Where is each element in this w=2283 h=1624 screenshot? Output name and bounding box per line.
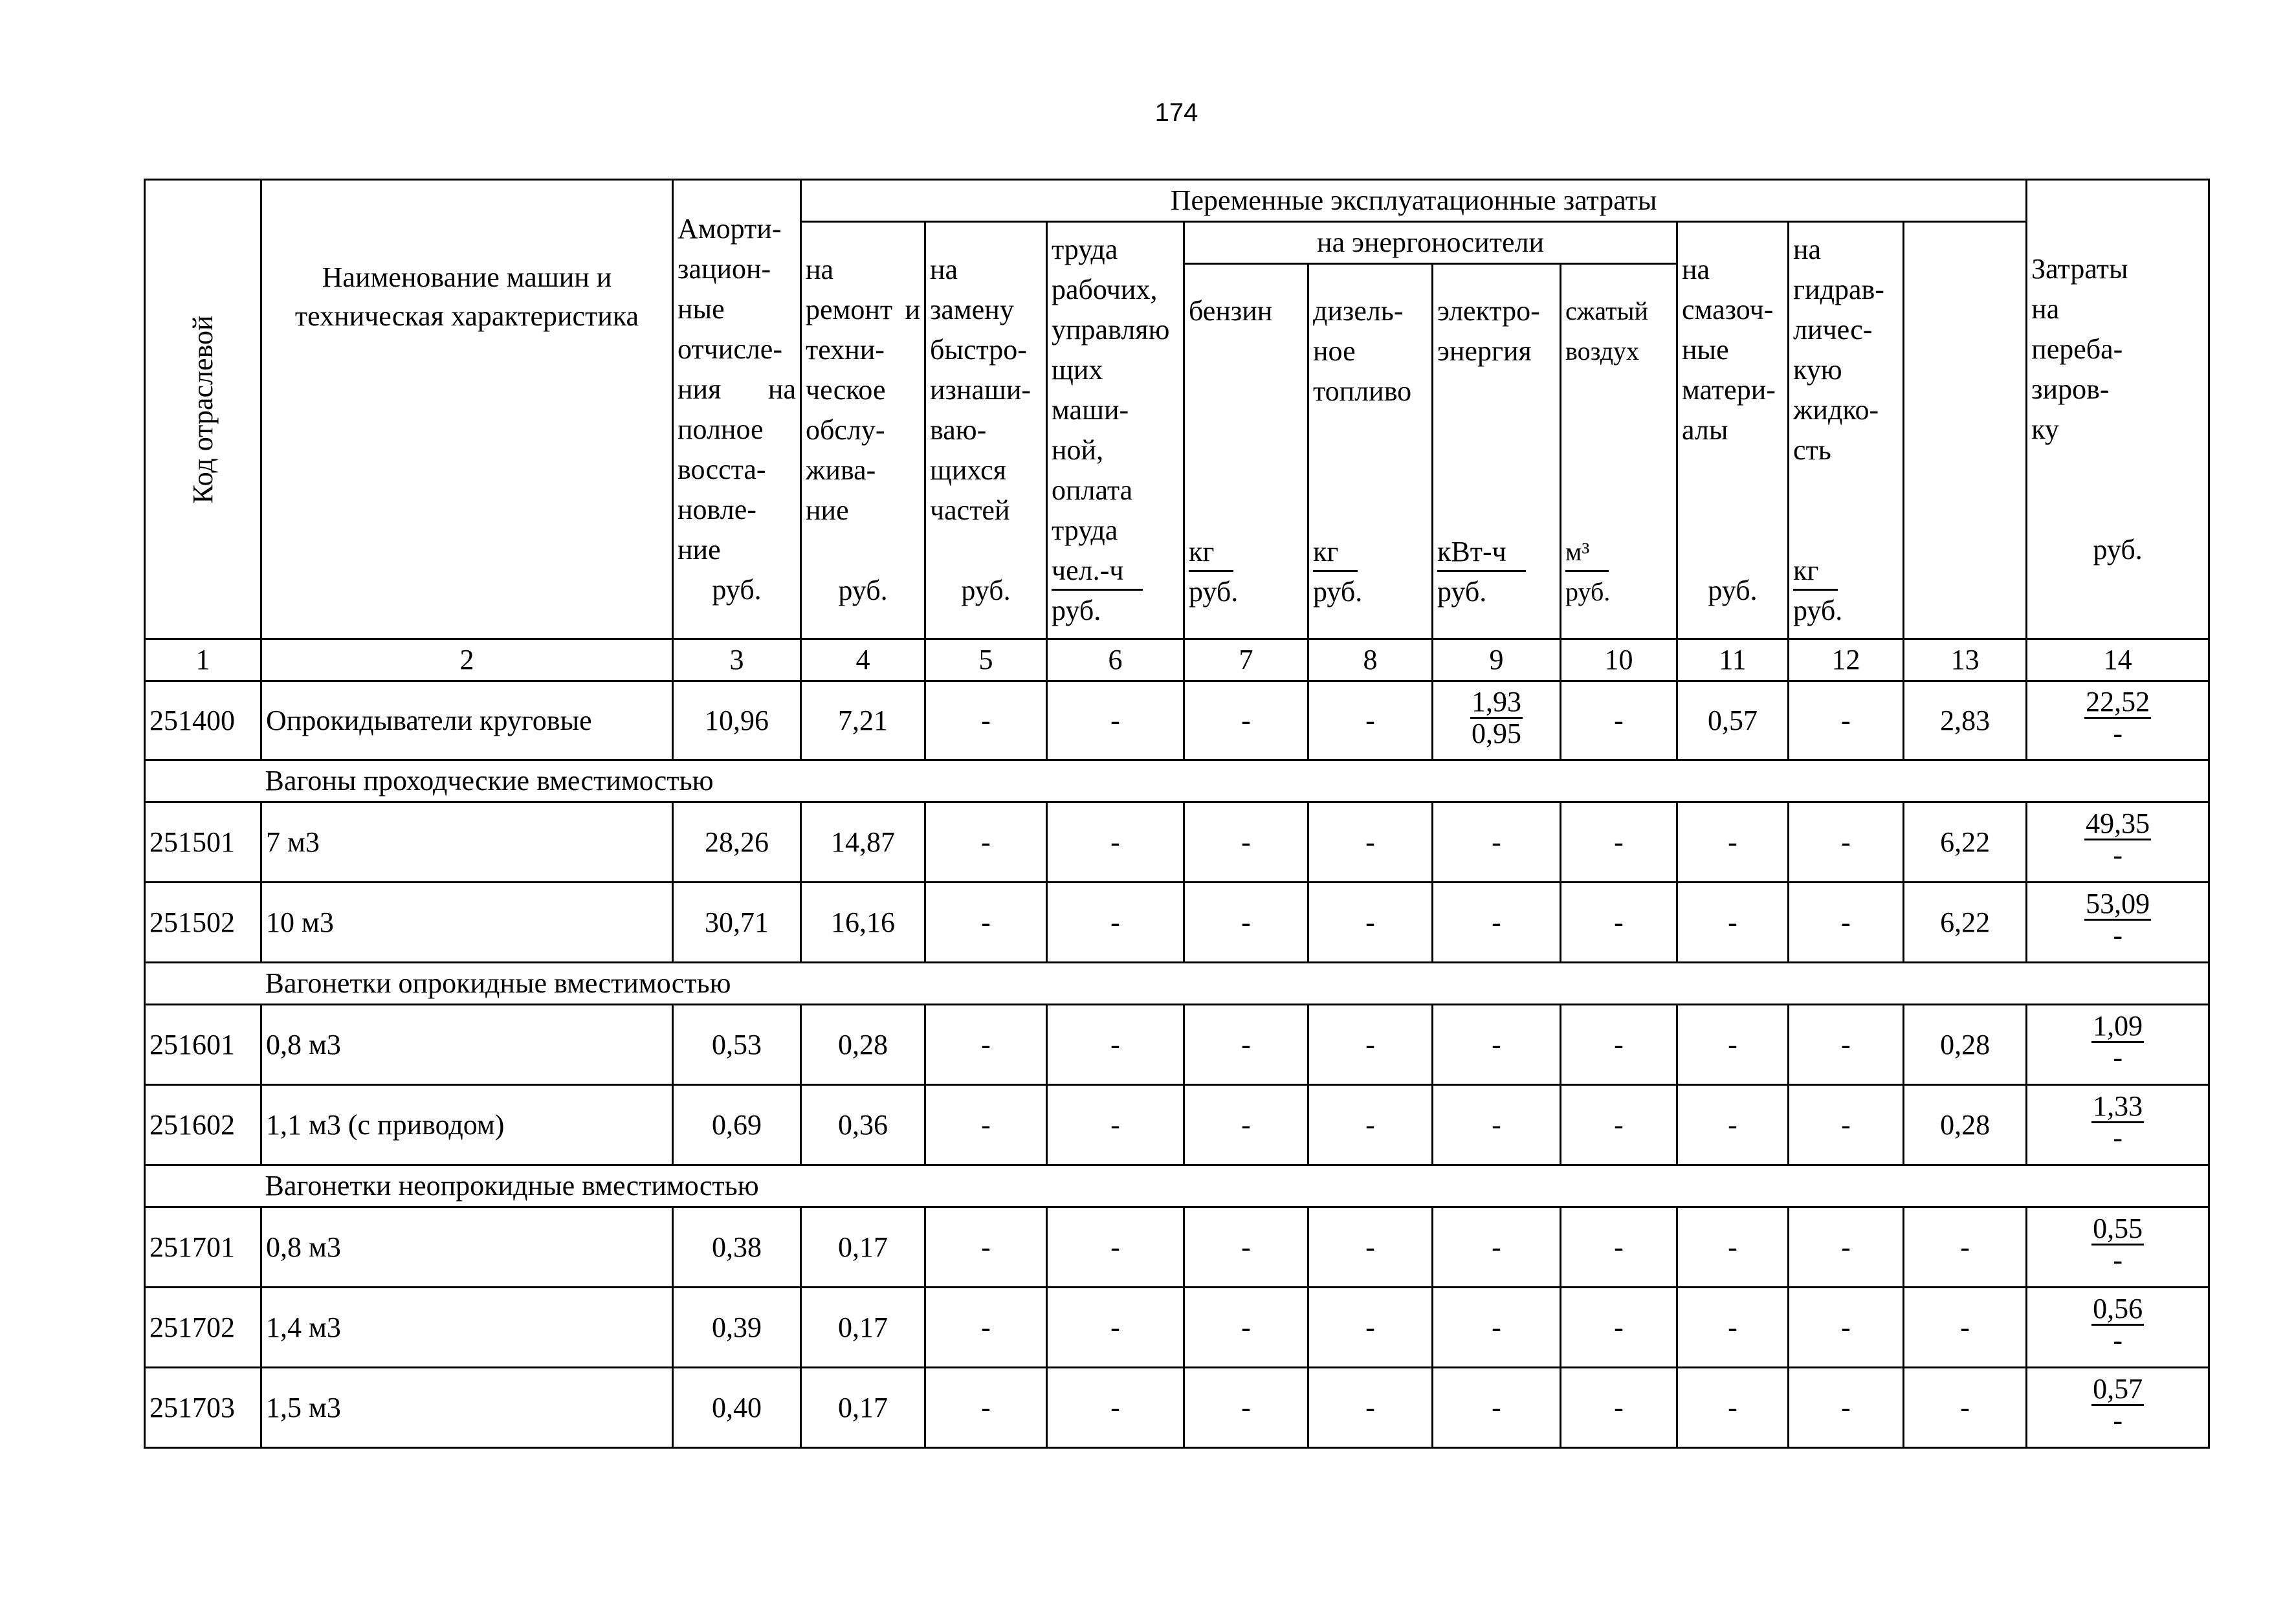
cell-hydraulic: - [1789,1005,1904,1085]
group-title: Вагоны проходческие вместимостью [261,760,2209,802]
table-row [145,1005,2209,1085]
col-number: 11 [1677,639,1789,681]
cell-amortization: 0,69 [673,1085,801,1165]
air-unit-top: м³ [1565,534,1609,572]
cell-repair: 0,17 [801,1288,925,1368]
cell-repair: 14,87 [801,802,925,883]
row-code: 251702 [145,1288,261,1368]
estimate-labor: - [2113,1324,2123,1356]
row-code: 251400 [145,681,261,760]
cell-parts: - [925,1207,1047,1288]
cell-petrol: - [1184,1368,1308,1448]
cell-amortization: 0,38 [673,1207,801,1288]
cell-labor: - [1047,1207,1184,1288]
cell-estimate [2027,883,2209,963]
air-unit-bottom: руб. [1565,576,1611,606]
diesel-unit-bottom: руб. [1313,575,1363,608]
group-row [145,760,2209,802]
row-name: 7 м3 [261,802,673,883]
cell-petrol: - [1184,1207,1308,1288]
estimate-total: 53,09 [2086,888,2150,919]
cell-repair: 7,21 [801,681,925,760]
column-numbers-row [145,639,2209,681]
table-row [145,1085,2209,1165]
cell-relocation: 0,28 [1904,1085,2027,1165]
cell-labor: - [1047,883,1184,963]
col-number: 10 [1561,639,1677,681]
cell-diesel: - [1308,1368,1433,1448]
row-code: 251601 [145,1005,261,1085]
cell-relocation: - [1904,1207,2027,1288]
cell-lubricants: - [1677,1207,1789,1288]
table-row [145,1288,2209,1368]
cell-electricity: - [1433,883,1561,963]
cell-labor: - [1047,1005,1184,1085]
cell-labor: - [1047,1368,1184,1448]
header-code: Код отраслевой [145,180,261,639]
header-petrol: бензин кг руб. [1184,264,1308,639]
estimate-labor: - [2113,839,2123,871]
hydraulic-unit-bottom: руб. [1793,595,1843,626]
electricity-amount: 1,93 [1472,686,1521,718]
cell-estimate [2027,1368,2209,1448]
header-labor: труда рабочих, управляю щих маши- ной, оплата труда чел.-ч руб. [1047,222,1184,639]
labor-unit-bottom: руб. [1052,595,1101,626]
lubricants-unit: руб. [1708,575,1758,606]
cell-amortization: 0,39 [673,1288,801,1368]
parts-unit: руб. [961,575,1011,606]
cell-hydraulic: - [1789,681,1904,760]
row-name: 1,4 м3 [261,1288,673,1368]
cell-electricity: - [1433,1085,1561,1165]
row-name: Опрокидыватели круговые [261,681,673,760]
col-number: 7 [1184,639,1308,681]
cell-electricity: - [1433,1005,1561,1085]
estimate-total: 0,55 [2093,1213,2143,1244]
cell-amortization: 28,26 [673,802,801,883]
cell-hydraulic: - [1789,1085,1904,1165]
estimate-labor: - [2113,1244,2123,1276]
row-name: 10 м3 [261,883,673,963]
cell-amortization: 0,40 [673,1368,801,1448]
col-number: 4 [801,639,925,681]
cell-labor: - [1047,681,1184,760]
cell-electricity: - [1433,802,1561,883]
header-electricity: электро- энергия кВт-ч руб. [1433,264,1561,639]
estimate-total: 1,33 [2093,1090,2143,1122]
col-number: 12 [1789,639,1904,681]
cell-electricity [1433,681,1561,760]
cell-labor: - [1047,802,1184,883]
header-relocation: Затраты на переба- зиров- ку руб. [2027,180,2209,639]
row-name: 1,1 м3 (с приводом) [261,1085,673,1165]
header-hydraulic: на гидрав- личес- кую жидко- сть кг руб. [1789,222,1904,639]
row-name: 1,5 м3 [261,1368,673,1448]
row-code: 251602 [145,1085,261,1165]
cell-petrol: - [1184,1085,1308,1165]
cell-petrol: - [1184,1288,1308,1368]
cell-diesel: - [1308,681,1433,760]
cell-parts: - [925,1288,1047,1368]
cell-parts: - [925,1368,1047,1448]
estimate-labor: - [2113,1405,2123,1436]
cell-parts: - [925,802,1047,883]
cell-amortization: 0,53 [673,1005,801,1085]
cell-parts: - [925,883,1047,963]
cell-estimate [2027,802,2209,883]
table-row [145,883,2209,963]
col-number: 3 [673,639,801,681]
cell-hydraulic: - [1789,1207,1904,1288]
group-title: Вагонетки неопрокидные вместимостью [261,1165,2209,1207]
header-variable-costs: Переменные эксплуатационные затраты [801,180,2027,222]
header-repair: на ремонт и техни- ческое обслу- жива- ние руб. [801,222,925,639]
header-parts: на замену быстро- изнаши- ваю- щихся частей руб. [925,222,1047,639]
cell-hydraulic: - [1789,883,1904,963]
cell-relocation: 6,22 [1904,883,2027,963]
repair-unit: руб. [838,575,888,606]
estimate-labor: - [2113,919,2123,951]
group-row [145,963,2209,1005]
petrol-unit-bottom: руб. [1189,575,1239,608]
estimate-labor: - [2113,1042,2123,1073]
petrol-unit-top: кг [1189,534,1233,572]
cell-repair: 0,17 [801,1207,925,1288]
cell-electricity: - [1433,1207,1561,1288]
cell-estimate [2027,1085,2209,1165]
cell-petrol: - [1184,681,1308,760]
cell-hydraulic: - [1789,1368,1904,1448]
cell-estimate [2027,1207,2209,1288]
cell-air: - [1561,1207,1677,1288]
table-row [145,802,2209,883]
table-row [145,1207,2209,1288]
estimate-labor: - [2113,718,2123,749]
cell-lubricants: - [1677,1288,1789,1368]
cell-labor: - [1047,1085,1184,1165]
cell-diesel: - [1308,802,1433,883]
header-name: Наименование машин и техническая характеристика [261,180,673,639]
col-number: 5 [925,639,1047,681]
estimate-total: 1,09 [2093,1010,2143,1042]
amort-text: Аморти- зацион- ные отчисле- ния на полное восста- новле- ние [678,212,796,565]
cell-hydraulic: - [1789,802,1904,883]
cell-petrol: - [1184,802,1308,883]
cell-air: - [1561,1288,1677,1368]
estimate-total: 22,52 [2086,686,2150,718]
cell-repair: 0,36 [801,1085,925,1165]
cell-diesel: - [1308,1288,1433,1368]
cell-relocation: - [1904,1368,2027,1448]
estimate-total: 49,35 [2086,807,2150,839]
col-number: 8 [1308,639,1433,681]
labor-unit-top: чел.-ч [1052,553,1143,591]
cell-lubricants: - [1677,1005,1789,1085]
electric-unit-top: кВт-ч [1437,534,1526,572]
header-amortization [673,180,801,639]
cell-repair: 0,28 [801,1005,925,1085]
row-name: 0,8 м3 [261,1005,673,1085]
machines-cost-table [144,179,2210,1449]
cell-air: - [1561,1005,1677,1085]
cell-lubricants: - [1677,883,1789,963]
cell-diesel: - [1308,1005,1433,1085]
page-number: 174 [1154,98,1198,127]
cell-relocation: 6,22 [1904,802,2027,883]
cell-air: - [1561,883,1677,963]
cell-parts: - [925,681,1047,760]
cell-lubricants: - [1677,1368,1789,1448]
diesel-unit-top: кг [1313,534,1358,572]
cell-amortization: 30,71 [673,883,801,963]
col-number: 6 [1047,639,1184,681]
header-diesel: дизель- ное топливо кг руб. [1308,264,1433,639]
estimate-labor: - [2113,1122,2123,1154]
cell-relocation: 2,83 [1904,681,2027,760]
col-number: 14 [2027,639,2209,681]
row-code: 251501 [145,802,261,883]
cell-relocation: 0,28 [1904,1005,2027,1085]
relocation-unit: руб. [2093,533,2143,565]
cell-diesel: - [1308,1207,1433,1288]
cell-air: - [1561,1085,1677,1165]
cell-air: - [1561,802,1677,883]
cell-electricity: - [1433,1368,1561,1448]
header-compressed-air: сжатый воздух м³ руб. [1561,264,1677,639]
cell-estimate [2027,681,2209,760]
col-number: 2 [261,639,673,681]
cell-diesel: - [1308,1085,1433,1165]
cell-relocation: - [1904,1288,2027,1368]
cell-petrol: - [1184,1005,1308,1085]
group-row [145,1165,2209,1207]
cell-diesel: - [1308,883,1433,963]
cell-lubricants: 0,57 [1677,681,1789,760]
amort-unit: руб. [712,573,762,606]
header-lubricants: на смазоч- ные матери- алы руб. [1677,222,1789,639]
cell-lubricants: - [1677,802,1789,883]
cell-repair: 16,16 [801,883,925,963]
cell-air: - [1561,1368,1677,1448]
cell-air: - [1561,681,1677,760]
estimate-total: 0,56 [2093,1293,2143,1324]
cell-estimate [2027,1005,2209,1085]
cell-hydraulic: - [1789,1288,1904,1368]
row-code: 251703 [145,1368,261,1448]
cell-electricity: - [1433,1288,1561,1368]
cell-lubricants: - [1677,1085,1789,1165]
cell-repair: 0,17 [801,1368,925,1448]
table-row [145,1368,2209,1448]
cell-amortization: 10,96 [673,681,801,760]
cell-parts: - [925,1005,1047,1085]
row-code: 251701 [145,1207,261,1288]
electricity-cost: 0,95 [1472,718,1521,749]
table-row [145,681,2209,760]
row-code: 251502 [145,883,261,963]
header-energy: на энергоносители [1184,222,1677,264]
col-number: 1 [145,639,261,681]
cell-parts: - [925,1085,1047,1165]
row-name: 0,8 м3 [261,1207,673,1288]
estimate-total: 0,57 [2093,1373,2143,1405]
cell-petrol: - [1184,883,1308,963]
hydraulic-unit-top: кг [1793,553,1838,591]
electric-unit-bottom: руб. [1437,575,1487,608]
cell-labor: - [1047,1288,1184,1368]
cell-estimate [2027,1288,2209,1368]
col-number: 13 [1904,639,2027,681]
group-title: Вагонетки опрокидные вместимостью [261,963,2209,1005]
col-number: 9 [1433,639,1561,681]
